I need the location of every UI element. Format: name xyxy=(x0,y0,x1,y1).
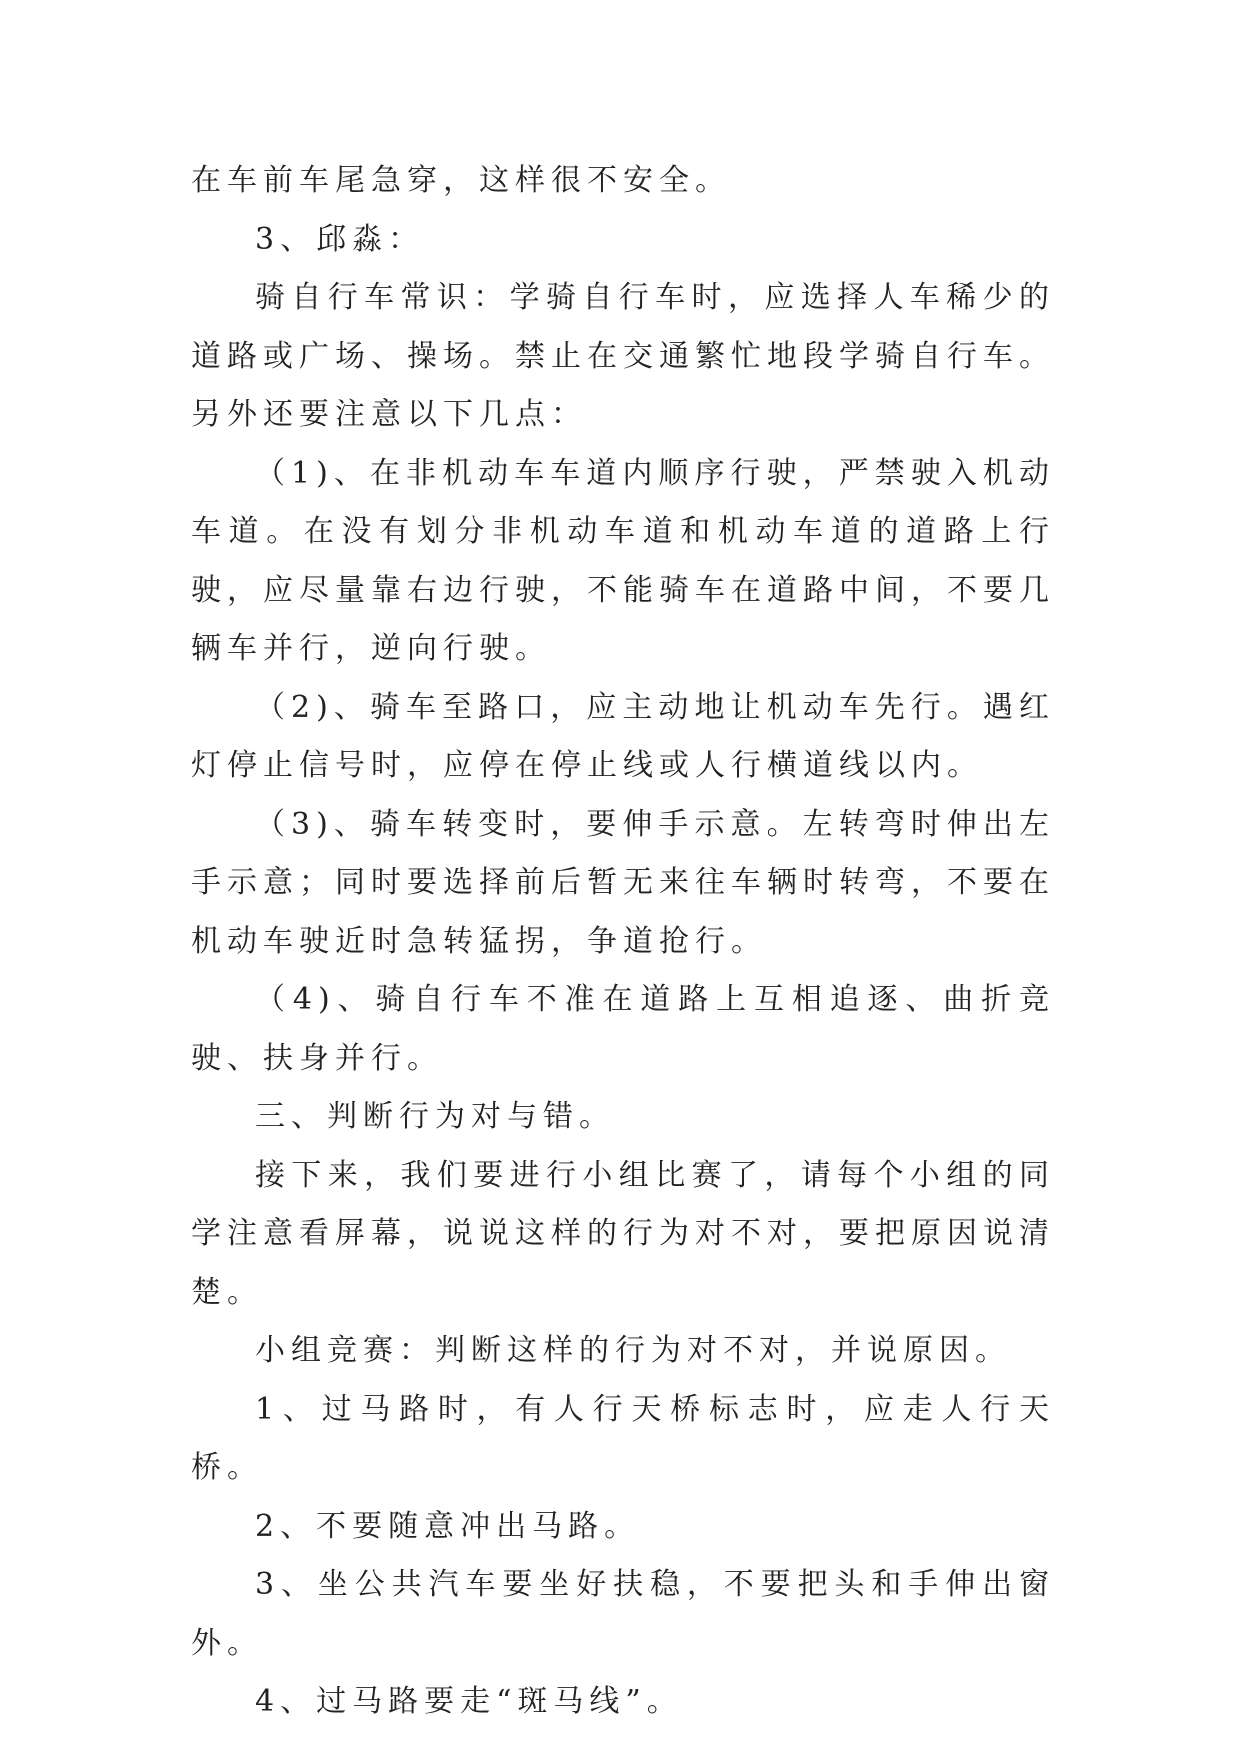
paragraph: 骑自行车常识：学骑自行车时，应选择人车稀少的道路或广场、操场。禁止在交通繁忙地段学骑自行车。另外还要注意以下几点： xyxy=(191,280,1055,432)
list-item: 2、不要随意冲出马路。 xyxy=(255,1508,641,1544)
list-item: 4、过马路要走“斑马线”。 xyxy=(255,1684,683,1719)
paragraph: 在车前车尾急穿，这样很不安全。 xyxy=(191,163,731,198)
paragraph: （2)、骑车至路口，应主动地让机动车先行。遇红灯停止信号时，应停在停止线或人行横道线以内。 xyxy=(191,689,1055,783)
document-page xyxy=(191,152,1055,1732)
section-heading: 三、判断行为对与错。 xyxy=(255,1099,615,1134)
paragraph: （3)、骑车转变时，要伸手示意。左转弯时伸出左手示意；同时要选择前后暂无来往车辆时转弯，不要在机动车驶近时急转猛拐，争道抢行。 xyxy=(191,806,1055,959)
list-item: 3、坐公共汽车要坐好扶稳，不要把头和手伸出窗外。 xyxy=(191,1567,1055,1661)
paragraph: 小组竞赛：判断这样的行为对不对，并说原因。 xyxy=(255,1333,1011,1368)
list-item: 1、过马路时，有人行天桥标志时，应走人行天桥。 xyxy=(191,1391,1055,1485)
paragraph: 3、邱淼： xyxy=(255,221,425,257)
paragraph: 接下来，我们要进行小组比赛了，请每个小组的同学注意看屏幕，说说这样的行为对不对，要把原因说清楚。 xyxy=(191,1157,1055,1310)
paragraph: （4)、骑自行车不准在道路上互相追逐、曲折竞驶、扶身并行。 xyxy=(191,982,1055,1076)
paragraph: （1)、在非机动车车道内顺序行驶，严禁驶入机动车道。在没有划分非机动车道和机动车道的道路上行驶，应尽量靠右边行驶，不能骑车在道路中间，不要几辆车并行，逆向行驶。 xyxy=(191,455,1055,666)
